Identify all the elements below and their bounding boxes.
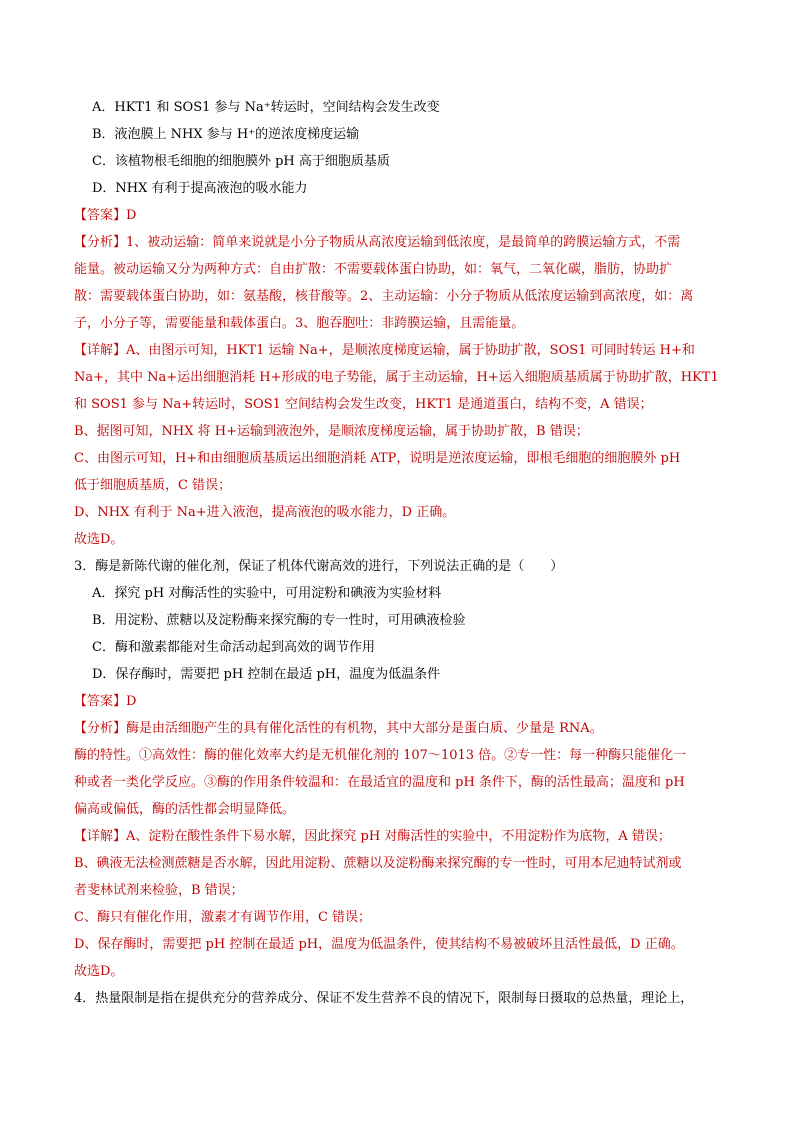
answer-text: D xyxy=(126,694,137,709)
detail-tag: 【详解】 xyxy=(74,829,127,844)
q3-detail-line-3: 者斐林试剂来检验，B 错误； xyxy=(74,883,244,898)
q2-analysis-line-3: 散：需要载体蛋白协助，如：氨基酸，核苷酸等。2、主动运输：小分子物质从低浓度运输到高浓度，如：离 xyxy=(74,289,694,304)
analysis-tag: 【分析】 xyxy=(74,721,127,736)
detail-text: A、由图示可知，HKT1 运输 Na+，是顺浓度梯度运输，属于协助扩散，SOS1 可同时转运 H+和 xyxy=(126,343,695,358)
analysis-tag: 【分析】 xyxy=(74,235,127,250)
answer-tag: 【答案】 xyxy=(74,208,127,223)
analysis-text: 1、被动运输：简单来说就是小分子物质从高浓度运输到低浓度，是最简单的跨膜运输方式，不需 xyxy=(126,235,681,250)
q2-detail-line-8: 故选D。 xyxy=(74,532,124,547)
q2-option-b: B．液泡膜上 NHX 参与 H⁺的逆浓度梯度运输 xyxy=(92,127,360,142)
q3-option-d: D．保存酶时，需要把 pH 控制在最适 pH，温度为低温条件 xyxy=(92,667,441,682)
q2-option-a: A．HKT1 和 SOS1 参与 Na⁺转运时，空间结构会发生改变 xyxy=(92,100,440,115)
q3-analysis-line-3: 种或者一类化学反应。③酶的作用条件较温和：在最适宜的温度和 pH 条件下，酶的活性最高；温度和 pH xyxy=(74,775,685,790)
q2-option-d: D．NHX 有利于提高液泡的吸水能力 xyxy=(92,181,308,196)
q2-option-c: C．该植物根毛细胞的细胞膜外 pH 高于细胞质基质 xyxy=(92,154,390,169)
q2-analysis-line-1 xyxy=(74,233,680,253)
q2-analysis-line-4: 子，小分子等，需要能量和载体蛋白。3、胞吞胞吐：非跨膜运输，且需能量。 xyxy=(74,316,525,331)
answer-tag: 【答案】 xyxy=(74,694,127,709)
q3-answer xyxy=(74,692,136,712)
q3-stem: 3．酶是新陈代谢的催化剂，保证了机体代谢高效的进行，下列说法正确的是（ ） xyxy=(74,559,564,574)
detail-tag: 【详解】 xyxy=(74,343,127,358)
q2-answer xyxy=(74,206,136,226)
q3-detail-line-4: C、酶只有催化作用，激素才有调节作用，C 错误； xyxy=(74,910,372,925)
q2-detail-line-5: C、由图示可知，H+和由细胞质基质运出细胞消耗 ATP，说明是逆浓度运输，即根毛细胞的细胞膜外 pH xyxy=(74,451,681,466)
q3-analysis-line-1 xyxy=(74,719,603,739)
q2-detail-line-2: Na+，其中 Na+运出细胞消耗 H+形成的电子势能，属于主动运输，H+运入细胞质基质属于协助扩散，HKT1 xyxy=(74,370,719,385)
q3-option-b: B．用淀粉、蔗糖以及淀粉酶来探究酶的专一性时，可用碘液检验 xyxy=(92,613,466,628)
q3-detail-line-1 xyxy=(74,827,671,847)
detail-text: A、淀粉在酸性条件下易水解，因此探究 pH 对酶活性的实验中，不用淀粉作为底物，A 错误； xyxy=(126,829,671,844)
q3-detail-line-5: D、保存酶时，需要把 pH 控制在最适 pH，温度为低温条件，使其结构不易被破坏且活性最低，D 正确。 xyxy=(74,937,684,952)
q3-detail-line-2: B、碘液无法检测蔗糖是否水解，因此用淀粉、蔗糖以及淀粉酶来探究酶的专一性时，可用本尼迪特试剂或 xyxy=(74,856,682,871)
q2-detail-line-1 xyxy=(74,341,695,361)
q2-analysis-line-2: 能量。被动运输又分为两种方式：自由扩散：不需要载体蛋白协助，如：氧气，二氧化碳，脂肪，协助扩 xyxy=(74,262,673,277)
q2-detail-line-6: 低于细胞质基质，C 错误； xyxy=(74,478,232,493)
q2-detail-line-4: B、据图可知，NHX 将 H+运输到液泡外，是顺浓度梯度运输，属于协助扩散，B 错误； xyxy=(74,424,589,439)
q3-option-a: A．探究 pH 对酶活性的实验中，可用淀粉和碘液为实验材料 xyxy=(92,586,442,601)
answer-text: D xyxy=(126,208,137,223)
q3-analysis-line-4: 偏高或偏低，酶的活性都会明显降低。 xyxy=(74,802,296,817)
q2-detail-line-7: D、NHX 有利于 Na+进入液泡，提高液泡的吸水能力，D 正确。 xyxy=(74,505,456,520)
q3-option-c: C．酶和激素都能对生命活动起到高效的调节作用 xyxy=(92,640,375,655)
q3-analysis-line-2: 酶的特性。①高效性：酶的催化效率大约是无机催化剂的 107～1013 倍。②专一性：每一种酶只能催化一 xyxy=(74,748,687,763)
analysis-text: 酶是由活细胞产生的具有催化活性的有机物，其中大部分是蛋白质、少量是 RNA。 xyxy=(126,721,603,736)
q4-stem: 4．热量限制是指在提供充分的营养成分、保证不发生营养不良的情况下，限制每日摄取的总热量，理论上， xyxy=(74,991,694,1006)
q2-detail-line-3: 和 SOS1 参与 Na+转运时，SOS1 空间结构会发生改变，HKT1 是通道蛋白，结构不变，A 错误； xyxy=(74,397,653,412)
q3-detail-line-6: 故选D。 xyxy=(74,964,124,979)
